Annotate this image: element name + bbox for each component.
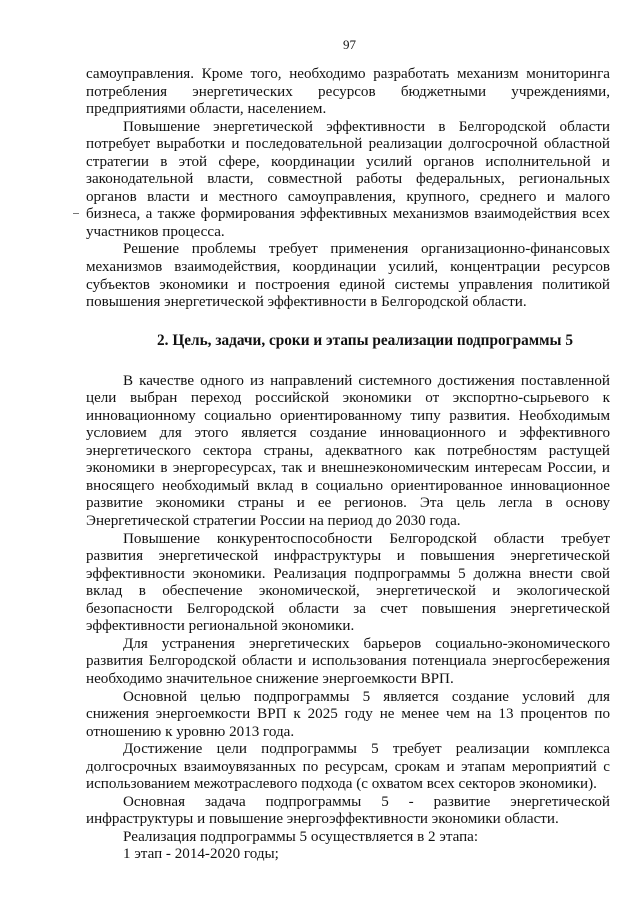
margin-tick-mark xyxy=(73,213,79,214)
paragraph: В качестве одного из направлений системного достижения поставленной цели выбран переход российской экономики от экспортно-сырьевого к инновационному социально ориентированному типу развития. Необходимым условием для этого является создание инновационного и эффективного энергетического сектора страны, адекватного как потребностям растущей экономики в энергоресурсах, так и внешнеэкономическим интересам России, и вносящего необходимый вклад в социально ориентированное инновационное развитие экономики страны и ее регионов. Эта цель легла в основу Энергетической стратегии России на период до 2030 года. xyxy=(86,372,610,530)
page-number: 97 xyxy=(343,37,356,52)
paragraph: Основной целью подпрограммы 5 является создание условий для снижения энергоемкости ВРП к 2025 году не менее чем на 13 процентов по отношению к уровню 2013 года. xyxy=(86,688,610,740)
paragraph: Для устранения энергетических барьеров социально-экономического развития Белгородской области и использования потенциала энергосбережения необходимо значительное снижение энергоемкости ВРП. xyxy=(86,635,610,687)
paragraph: Повышение энергетической эффективности в Белгородской области потребует выработки и последовательной реализации долгосрочной областной стратегии в этой сфере, координации усилий органов исполнительной и законодательной власти, совместной работы федеральных, региональных органов власти и местного самоуправления, крупного, среднего и малого бизнеса, а также формирования эффективных механизмов взаимодействия всех участников процесса. xyxy=(86,118,610,240)
paragraph: Основная задача подпрограммы 5 - развитие энергетической инфраструктуры и повышение энергоэффективности экономики области. xyxy=(86,793,610,828)
paragraph: Реализация подпрограммы 5 осуществляется в 2 этапа: xyxy=(123,828,479,845)
paragraph: 1 этап - 2014-2020 годы; xyxy=(123,846,279,863)
paragraph: Повышение конкурентоспособности Белгородской области требует развития энергетической инфраструктуры и повышения энергетической эффективности экономики. Реализация подпрограммы 5 должна внести свой вклад в обеспечение экономической, энергетической и экологической безопасности Белгородской области за счет повышения энергетической эффективности региональной экономики. xyxy=(86,530,610,635)
paragraph: Достижение цели подпрограммы 5 требует реализации комплекса долгосрочных взаимоувязанных по ресурсам, срокам и этапам мероприятий с использованием межотраслевого подхода (с охватом всех секторов экономики). xyxy=(86,741,610,793)
paragraph: Решение проблемы требует применения организационно-финансовых механизмов взаимодействия, координации усилий, концентрации ресурсов субъектов экономики и построения единой системы управления политикой повышения энергетической эффективности в Белгородской области. xyxy=(86,241,610,311)
paragraph-continuation: самоуправления. Кроме того, необходимо разработать механизм мониторинга потребления энергетических ресурсов бюджетными учреждениями, предприятиями области, населением. xyxy=(86,66,610,118)
section-heading: 2. Цель, задачи, сроки и этапы реализации подпрограммы 5 xyxy=(157,331,573,349)
document-body xyxy=(86,66,610,864)
